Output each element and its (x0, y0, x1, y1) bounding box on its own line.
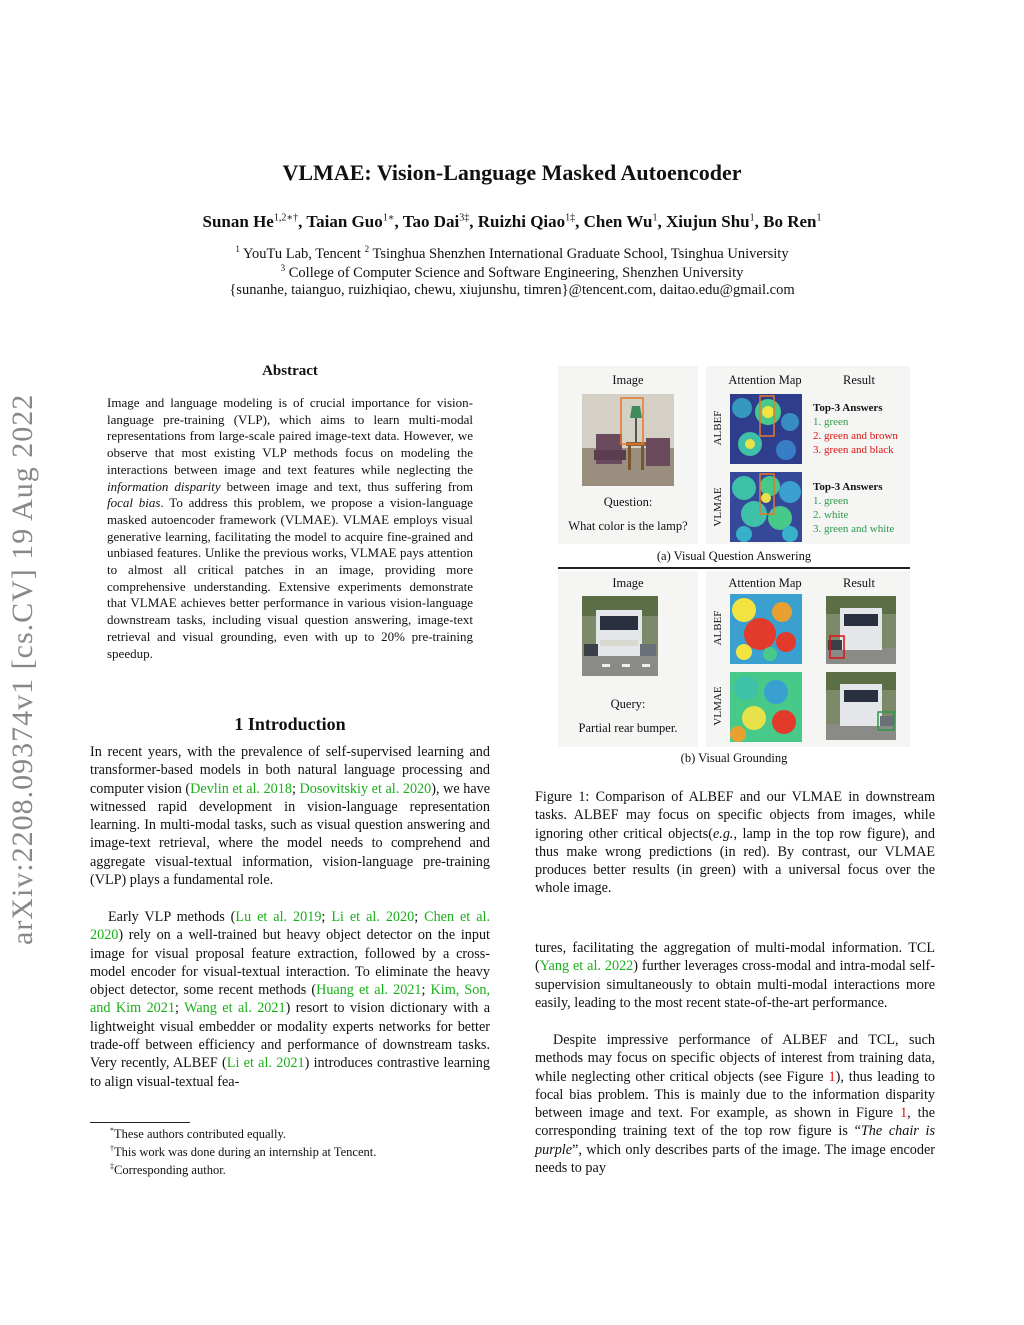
section-heading-introduction: 1 Introduction (234, 714, 346, 734)
affiliation-line-1: $^1$ YouTu Lab, Tencent $^2$ Tsinghua Shenzhen International Graduate School, Tsinghua University (235, 244, 789, 262)
citation-link[interactable]: Dosovitskiy et al. 2020 (299, 780, 432, 797)
footnote-1: *These authors contributed equally. (110, 1126, 287, 1142)
citation-link[interactable]: Huang et al. 2021 (316, 982, 422, 999)
vqa-row-vlmae: VLMAE (712, 487, 724, 527)
author-affiliation-mark: 1∗ (382, 212, 395, 224)
vg-col-image: Image (612, 576, 644, 590)
author-name: Ruizhi Qiao (477, 212, 566, 231)
answer-correct: 2. white (813, 509, 849, 521)
vqa-row-albef: ALBEF (712, 410, 724, 446)
vg-albef-result-photo (826, 596, 896, 664)
author-list: Sunan $He^{1,2∗\dagger}$, Taian Guo$^{1∗}$, Tao Dai$^{3\ddagger}$, Ruizhi Qiao$^{1\ddagger}$, Chen Wu$^1$, Xiujun Shu$^1$, Bo Ren$^1$ (202, 212, 822, 231)
vg-row-albef: ALBEF (712, 610, 724, 646)
citation-link[interactable]: Yang et al. 2022 (539, 958, 634, 975)
vqa-col-attention: Attention Map (728, 373, 802, 387)
abstract-text: Image and language modeling is of crucial importance for vision-language pre-training (VLP), which aims to learn multi-modal representations from large-scale paired image-text data. However, we observe that most existing VLP methods focus on modeling the interactions between image and text features while neglecting the information disparity between image and text, thus suffering from focal bias. To address this problem, we propose a vision-language masked autoencoder framework (VLMAE). VLMAE employs visual generative learning, facilitating the model to acquire fine-grained and unbiased features. Unlike the previous works, VLMAE pays attention to almost all critical patches in an image, providing more comprehensive understanding. Extensive experiments demonstrate that VLMAE achieves better performance in various vision-language downstream tasks, including visual question answering, image-text retrieval and visual grounding, even with up to 20% pre-training speedup. (107, 395, 473, 661)
vqa-room-photo (582, 394, 674, 486)
author-affiliation-mark: 1 (652, 212, 658, 224)
vg-albef-attention-map (730, 594, 802, 664)
vg-query-label: Query: (610, 697, 646, 711)
author-name: Sunan He (202, 212, 274, 231)
answer-correct: 1. green (813, 495, 849, 507)
citation-link[interactable]: Kim, Son, and Kim 2021 (90, 982, 490, 1017)
citation-link[interactable]: Lu et al. 2019 (235, 909, 322, 925)
author-affiliation-mark: 1‡ (565, 212, 576, 224)
vg-subcaption: (b) Visual Grounding (680, 751, 788, 765)
figure-reference-link[interactable]: 1 (900, 1105, 908, 1122)
author-name: Chen Wu (583, 212, 653, 231)
figure-1 (558, 366, 910, 766)
answer-correct: 3. green and white (813, 523, 895, 535)
vg-vlmae-attention-map (730, 672, 802, 742)
citation-link[interactable]: Li et al. 2021 (226, 1055, 305, 1072)
citation-link[interactable]: Wang et al. 2021 (184, 1000, 286, 1017)
footnote-rule (90, 1122, 190, 1123)
right-paragraph-2: Despite impressive performance of ALBEF and TCL, such methods may focus on specific objects of interest from training data, while neglecting other critical objects (see Figure 1), thus leading to focal bias problem. This is mainly due to the information disparity between image and text. For example, as shown in Figure 1, the corresponding training text of the top row figure is “The chair is purple”, which only describes parts of the image. The image encoder needs to pay (535, 1032, 936, 1177)
right-paragraph-1: tures, facilitating the aggregation of multi-modal information. TCL (Yang et al. 2022) further leverages cross-modal and intra-modal self-supervision simultaneously to obtain multi-modal interactions more easily, leading to the most recent state-of-the-art performance. (535, 940, 935, 1011)
vqa-col-result: Result (843, 373, 875, 387)
author-name: Xiujun Shu (665, 212, 750, 231)
vg-col-attention: Attention Map (728, 576, 802, 590)
vqa-question-text: What color is the lamp? (568, 519, 688, 533)
author-name: Bo Ren (763, 212, 817, 231)
footnote-2: †This work was done during an internship at Tencent. (110, 1144, 377, 1160)
abstract-heading: Abstract (262, 363, 318, 379)
vqa-albef-answers: Top-3 Answers 1. green 2. green and brown 3. green and black (813, 402, 898, 456)
author-affiliation-mark: 3‡ (459, 212, 470, 224)
vqa-question-label: Question: (603, 495, 653, 509)
vqa-albef-attention-map (730, 394, 802, 464)
figure-reference-link[interactable]: 1 (828, 1068, 836, 1085)
vg-row-vlmae: VLMAE (712, 686, 724, 726)
answer-wrong: 3. green and black (813, 444, 894, 456)
author-name: Taian Guo (306, 212, 383, 231)
author-emails: {sunanhe, taianguo, ruizhiqiao, chewu, xiujunshu, timren}@tencent.com, daitao.edu@gmail.com (229, 282, 795, 298)
intro-paragraph-1: In recent years, with the prevalence of self-supervised learning and transformer-based models in both natural language processing and computer vision (Devlin et al. 2018; Dosovitskiy et al. 2020), we have witnessed rapid development in vision-language representation learning. In multi-modal tasks, such as visual question answering and image-text retrieval, where the model needs to comprehend and aggregate visual-textual information, vision-language pre-training (VLP) plays a fundamental role. (90, 744, 491, 889)
arxiv-identifier: arXiv:2208.09374v1 [cs.CV] 19 Aug 2022 (6, 393, 39, 945)
author-affiliation-mark: 1 (749, 212, 755, 224)
citation-link[interactable]: Chen et al. 2020 (90, 909, 490, 944)
affiliation-line-2: $^3$ College of Computer Science and Software Engineering, Shenzhen University (280, 263, 744, 281)
vqa-vlmae-attention-map (730, 472, 802, 542)
paper-title: VLMAE: Vision-Language Masked Autoencoder (282, 160, 742, 185)
intro-paragraph-2: Early VLP methods (Lu et al. 2019; Li et al. 2020; Chen et al. 2020) rely on a well-trained but heavy object detector on the input image for visual proposal feature extraction, followed by a cross-model encoder for visual-textual interaction. To eliminate the heavy object detector, some recent methods (Huang et al. 2021; Kim, Son, and Kim 2021; Wang et al. 2021) resort to vision dictionary with a lightweight visual embedder or modality experts networks for better trade-off between efficiency and performance of downstream tasks. Very recently, ALBEF (Li et al. 2021) introduces contrastive learning to align visual-textual fea- (90, 909, 491, 1090)
vqa-vlmae-answers: Top-3 Answers 1. green 2. white 3. green and white (813, 481, 895, 535)
vqa-col-image: Image (612, 373, 644, 387)
vg-query-text: Partial rear bumper. (578, 721, 678, 735)
figure-divider (558, 567, 910, 569)
vqa-subcaption: (a) Visual Question Answering (656, 549, 812, 563)
vg-vlmae-result-photo (826, 672, 896, 740)
answer-wrong: 2. green and brown (813, 430, 898, 442)
vg-col-result: Result (843, 576, 875, 590)
author-name: Tao Dai (402, 212, 460, 231)
footnote-3: ‡Corresponding author. (110, 1162, 226, 1178)
author-affiliation-mark: 1,2∗† (273, 212, 299, 224)
citation-link[interactable]: Li et al. 2020 (331, 909, 415, 925)
answer-correct: 1. green (813, 416, 849, 428)
citation-link[interactable]: Devlin et al. 2018 (190, 780, 292, 797)
figure-1-caption: Figure 1: Comparison of ALBEF and our VLMAE in downstream tasks. ALBEF may focus on specific objects from images, while ignoring other critical objects(e.g., lamp in the top row figure), and thus make wrong predictions (in red). By contrast, our VLMAE produces better results (in green) with a universal focus over the whole image. (535, 789, 935, 897)
author-affiliation-mark: 1 (816, 212, 822, 224)
vg-bus-photo (582, 596, 658, 676)
